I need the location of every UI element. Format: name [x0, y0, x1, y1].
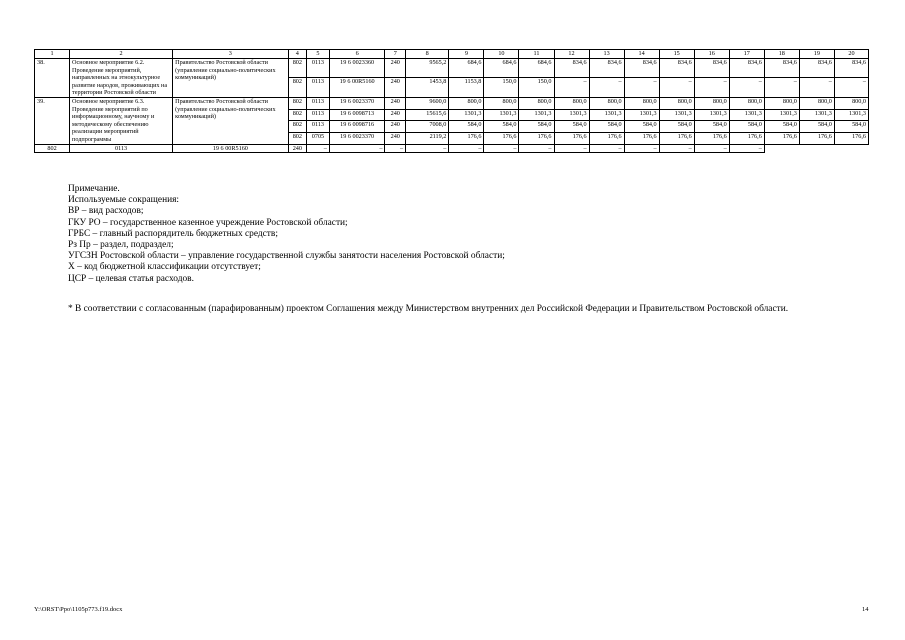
table-cell: 176,6 — [484, 132, 519, 144]
table-cell: 800,0 — [624, 97, 659, 109]
table-cell: 802 — [288, 121, 307, 133]
table-cell: 1301,3 — [694, 109, 729, 121]
column-number-header: 20 — [834, 50, 868, 59]
column-number-header: 10 — [484, 50, 519, 59]
table-cell: 2119,2 — [406, 132, 449, 144]
table-cell: – — [519, 144, 554, 153]
table-cell: 584,0 — [484, 121, 519, 133]
table-cell: 584,0 — [764, 121, 799, 133]
table-cell: – — [449, 144, 484, 153]
table-cell: 1301,3 — [519, 109, 554, 121]
note-line: Используемые сокращения: — [68, 195, 180, 206]
table-cell: – — [589, 144, 624, 153]
column-number-header: 4 — [288, 50, 307, 59]
table-cell: 802 — [288, 78, 307, 97]
table-cell: – — [729, 78, 764, 97]
table-cell: 1301,3 — [484, 109, 519, 121]
table-cell: – — [694, 144, 729, 153]
table-cell: 0113 — [307, 121, 330, 133]
column-number-header: 13 — [589, 50, 624, 59]
footer-file-path: Y:\ORST\Ppo\1105p773.f19.docx — [34, 606, 123, 613]
column-number-header: 6 — [329, 50, 385, 59]
note-line: ГРБС – главный распорядитель бюджетных средств; — [68, 228, 278, 239]
table-cell: 240 — [385, 59, 406, 78]
row-number-cell: 39. — [35, 97, 70, 144]
table-cell: 584,0 — [624, 121, 659, 133]
note-line: Рз Пр – раздел, подраздел; — [68, 240, 174, 251]
table-cell: 684,6 — [484, 59, 519, 78]
table-cell: 0705 — [307, 132, 330, 144]
table-cell: 176,6 — [729, 132, 764, 144]
table-cell: 1301,3 — [659, 109, 694, 121]
table-cell: 19 6 0098713 — [329, 109, 385, 121]
table-cell: 800,0 — [799, 97, 834, 109]
table-cell: – — [694, 78, 729, 97]
table-cell: 802 — [288, 109, 307, 121]
table-cell: 834,6 — [624, 59, 659, 78]
note-line: ЦСР – целевая статья расходов. — [68, 273, 194, 284]
executor-cell: Правительство Ростовской области (управление социально-политических коммуникаций) — [173, 59, 288, 98]
table-cell: 802 — [288, 132, 307, 144]
table-cell: – — [385, 144, 406, 153]
table-cell: 802 — [288, 97, 307, 109]
table-cell: – — [834, 78, 868, 97]
table-cell: 176,6 — [659, 132, 694, 144]
table-cell: 1301,3 — [799, 109, 834, 121]
table-row — [35, 59, 869, 78]
table-cell: 176,6 — [589, 132, 624, 144]
column-number-header: 19 — [799, 50, 834, 59]
table-cell: 240 — [385, 109, 406, 121]
table-cell: 834,6 — [764, 59, 799, 78]
table-cell: 1301,3 — [554, 109, 589, 121]
page-number: 14 — [862, 606, 869, 613]
table-cell: 176,6 — [624, 132, 659, 144]
table-cell: 584,0 — [799, 121, 834, 133]
table-cell: 19 6 0098716 — [329, 121, 385, 133]
table-cell: – — [554, 78, 589, 97]
table-cell: 584,0 — [659, 121, 694, 133]
table-cell: – — [329, 144, 385, 153]
table-cell: 150,0 — [484, 78, 519, 97]
table-cell: 1301,3 — [449, 109, 484, 121]
table-cell: 176,6 — [694, 132, 729, 144]
table-cell: 684,6 — [519, 59, 554, 78]
table-cell: 240 — [385, 78, 406, 97]
column-number-header: 12 — [554, 50, 589, 59]
table-cell: 176,6 — [799, 132, 834, 144]
table-cell: 19 6 0023370 — [329, 132, 385, 144]
note-line: ВР – вид расходов; — [68, 206, 144, 217]
table-cell: 19 6 00R5160 — [173, 144, 288, 153]
activity-name-cell: Основное мероприятие 6.2. Проведение мероприятий, направленных на этнокультурное развитие народов, проживающих на территории Ростовской области — [70, 59, 173, 98]
table-header-row — [35, 50, 869, 59]
note-line: ГКУ РО – государственное казенное учреждение Ростовской области; — [68, 217, 348, 228]
table-cell: 684,6 — [449, 59, 484, 78]
table-cell: 19 6 0023360 — [329, 59, 385, 78]
table-cell: 240 — [288, 144, 307, 153]
table-cell: 834,6 — [554, 59, 589, 78]
table-cell: 800,0 — [659, 97, 694, 109]
table-cell: 584,0 — [729, 121, 764, 133]
table-cell: 9565,2 — [406, 59, 449, 78]
table-cell: 584,0 — [554, 121, 589, 133]
column-number-header: 16 — [694, 50, 729, 59]
activity-name-cell: Основное мероприятие 6.3. Проведение мероприятий по информационному, научному и методическому обеспечению реализации мероприятий подпрограммы — [70, 97, 173, 144]
column-number-header: 11 — [519, 50, 554, 59]
table-cell: 584,0 — [589, 121, 624, 133]
column-number-header: 2 — [70, 50, 173, 59]
table-cell: 800,0 — [694, 97, 729, 109]
note-line: УГСЗН Ростовской области – управление государственной службы занятости населения Ростовской области; — [68, 251, 505, 262]
table-cell: 1301,3 — [624, 109, 659, 121]
table-cell: 1153,8 — [449, 78, 484, 97]
table-cell: 0113 — [307, 59, 330, 78]
table-cell: 802 — [288, 59, 307, 78]
row-number-cell: 38. — [35, 59, 70, 98]
table-cell: – — [406, 144, 449, 153]
column-number-header: 9 — [449, 50, 484, 59]
column-number-header: 17 — [729, 50, 764, 59]
table-cell: 1453,8 — [406, 78, 449, 97]
column-number-header: 1 — [35, 50, 70, 59]
table-cell: 834,6 — [834, 59, 868, 78]
note-line: Х – код бюджетной классификации отсутствует; — [68, 262, 261, 273]
table-cell: 1301,3 — [834, 109, 868, 121]
table-cell: 1301,3 — [589, 109, 624, 121]
executor-cell: Правительство Ростовской области (управление социально-политических коммуникаций) — [173, 97, 288, 144]
table-cell: 240 — [385, 132, 406, 144]
table-cell: 834,6 — [659, 59, 694, 78]
column-number-header: 18 — [764, 50, 799, 59]
table-cell: – — [589, 78, 624, 97]
table-cell: 584,0 — [694, 121, 729, 133]
table-cell: 834,6 — [729, 59, 764, 78]
table-cell: 0113 — [70, 144, 173, 153]
table-cell: 176,6 — [834, 132, 868, 144]
table-cell: 584,0 — [449, 121, 484, 133]
table-cell: 800,0 — [589, 97, 624, 109]
table-cell: – — [307, 144, 330, 153]
table-cell: 7008,0 — [406, 121, 449, 133]
table-cell: 176,6 — [449, 132, 484, 144]
column-number-header: 14 — [624, 50, 659, 59]
table-cell: 150,0 — [519, 78, 554, 97]
table-cell: 1301,3 — [764, 109, 799, 121]
table-cell: 240 — [385, 121, 406, 133]
table-cell: – — [799, 78, 834, 97]
column-number-header: 5 — [307, 50, 330, 59]
footnote: * В соответствии с согласованным (парафированным) проектом Соглашения между Министерством внутренних дел Российской Федерации и Правительством Ростовской области. — [68, 304, 789, 314]
column-number-header: 15 — [659, 50, 694, 59]
table-cell: 9600,0 — [406, 97, 449, 109]
table-cell: 0113 — [307, 78, 330, 97]
column-number-header: 8 — [406, 50, 449, 59]
table-cell: – — [624, 78, 659, 97]
table-cell: 0113 — [307, 97, 330, 109]
table-cell: – — [659, 78, 694, 97]
table-cell: 802 — [35, 144, 70, 153]
table-cell: 800,0 — [764, 97, 799, 109]
table-cell: – — [554, 144, 589, 153]
table-cell: 584,0 — [834, 121, 868, 133]
table-cell: 0113 — [307, 109, 330, 121]
note-line: Примечание. — [68, 184, 120, 194]
table-cell: 19 6 0023370 — [329, 97, 385, 109]
table-cell: 834,6 — [694, 59, 729, 78]
table-cell: 240 — [385, 97, 406, 109]
table-cell: 800,0 — [554, 97, 589, 109]
table-cell: 800,0 — [449, 97, 484, 109]
table-cell: 800,0 — [484, 97, 519, 109]
table-cell: – — [659, 144, 694, 153]
column-number-header: 3 — [173, 50, 288, 59]
table-cell: – — [764, 78, 799, 97]
table-cell: 800,0 — [729, 97, 764, 109]
table-cell: – — [624, 144, 659, 153]
table-cell: – — [729, 144, 764, 153]
table-cell: – — [484, 144, 519, 153]
table-cell: 1301,3 — [729, 109, 764, 121]
table-cell: 176,6 — [764, 132, 799, 144]
table-cell: 800,0 — [834, 97, 868, 109]
table-cell: 176,6 — [554, 132, 589, 144]
notes-section — [68, 184, 870, 285]
column-number-header: 7 — [385, 50, 406, 59]
table-cell: 834,6 — [799, 59, 834, 78]
table-cell: 15615,6 — [406, 109, 449, 121]
table-cell: 19 6 00R5160 — [329, 78, 385, 97]
table-row — [35, 144, 869, 153]
budget-table — [34, 49, 869, 153]
table-cell: 584,0 — [519, 121, 554, 133]
table-cell: 176,6 — [519, 132, 554, 144]
table-cell: 834,6 — [589, 59, 624, 78]
table-cell: 800,0 — [519, 97, 554, 109]
table-row — [35, 97, 869, 109]
